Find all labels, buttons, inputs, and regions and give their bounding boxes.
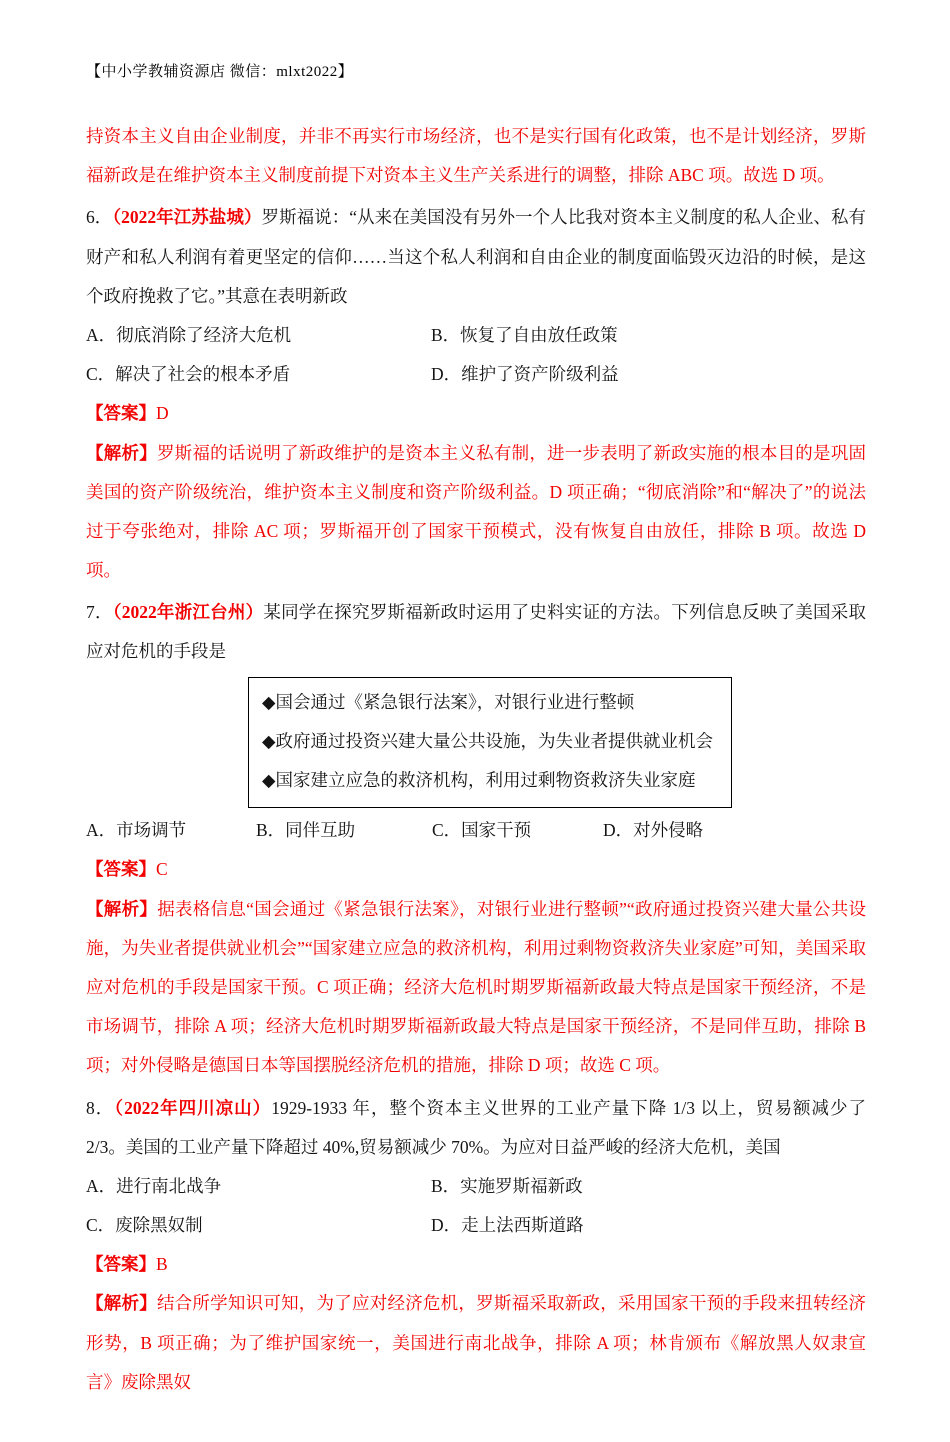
question-stem [86, 198, 866, 316]
answer-label: 【答案】 [86, 403, 156, 424]
analysis-label: 【解析】 [86, 1293, 157, 1314]
option-a: A．进行南北战争 [86, 1175, 222, 1196]
answer-line [86, 850, 866, 889]
option-d: D．走上法西斯道路 [431, 1215, 584, 1236]
answer-label: 【答案】 [86, 859, 156, 880]
option-b: B．实施罗斯福新政 [431, 1175, 583, 1196]
carryover-analysis-paragraph: 持资本主义自由企业制度，并非不再实行市场经济，也不是实行国有化政策，也不是计划经济，罗斯福新政是在维护资本主义制度前提下对资本主义生产关系进行的调整，排除 ABC 项。故选 D 项。 [86, 126, 866, 186]
options-grid [86, 1167, 866, 1245]
question-number: 6． [86, 207, 113, 228]
question-stem [86, 593, 866, 671]
option-b: B．同伴互助 [256, 820, 356, 841]
option-c: C．国家干预 [432, 820, 532, 841]
options-grid [86, 316, 866, 394]
question-source: （2022年江苏盐城） [112, 207, 262, 228]
question-source: （2022年浙江台州） [112, 602, 264, 623]
options-row [86, 811, 866, 850]
question-source: （2022年四川凉山） [114, 1097, 272, 1118]
question-number: 8． [86, 1097, 115, 1118]
answer-line [86, 1245, 866, 1284]
store-watermark-header: 【中小学教辅资源店 微信：mlxt2022】 [86, 64, 354, 80]
option-a: A．彻底消除了经济大危机 [86, 324, 292, 345]
question-stem-text: 1929-1933 年，整个资本主义世界的工业产量下降 1/3 以上，贸易额减少了 2/3。美国的工业产量下降超过 40%,贸易额减少 70%。为应对日益严峻的经济大危机，美国 [86, 1097, 867, 1157]
question-6 [86, 198, 866, 590]
question-8 [86, 1089, 866, 1403]
evidence-item-2: ◆政府通过投资兴建大量公共设施，为失业者提供就业机会 [262, 730, 713, 751]
evidence-item-3: ◆国家建立应急的救济机构，利用过剩物资救济失业家庭 [262, 770, 696, 790]
answer-label: 【答案】 [86, 1254, 156, 1275]
analysis-text: 据表格信息“国会通过《紧急银行法案》，对银行业进行整顿”“政府通过投资兴建大量公共设施，为失业者提供就业机会”“国家建立应急的救济机构，利用过剩物资救济失业家庭”可知，美国采取应对危机的手段是国家干预。C 项正确；经济大危机时期罗斯福新政最大特点是国家干预经济，不是市场调节，排除 A 项；经济大危机时期罗斯福新政最大特点是国家干预经济，不是同伴互助，排除 B 项；对外侵略是德国日本等国摆脱经济危机的措施，排除 D 项；故选 C 项。 [86, 898, 866, 1076]
answer-value: D [156, 403, 169, 424]
question-7 [86, 593, 866, 1085]
answer-value: C [156, 859, 168, 880]
analysis-paragraph [86, 890, 866, 1086]
option-c: C．废除黑奴制 [86, 1215, 203, 1236]
question-number: 7． [86, 602, 113, 623]
question-stem-text: 某同学在探究罗斯福新政时运用了史料实证的方法。下列信息反映了美国采取应对危机的手段是 [86, 602, 867, 662]
option-b: B．恢复了自由放任政策 [431, 324, 618, 345]
analysis-label: 【解析】 [86, 442, 157, 463]
analysis-paragraph [86, 1284, 866, 1402]
option-d: D．维护了资产阶级利益 [431, 364, 619, 385]
evidence-item-1: ◆国会通过《紧急银行法案》，对银行业进行整顿 [262, 691, 635, 712]
option-c: C．解决了社会的根本矛盾 [86, 364, 291, 385]
answer-line [86, 394, 866, 433]
option-a: A．市场调节 [86, 820, 187, 841]
evidence-box [248, 677, 732, 809]
question-stem [86, 1089, 866, 1167]
option-d: D．对外侵略 [603, 820, 704, 841]
answer-value: B [156, 1254, 168, 1275]
analysis-paragraph [86, 434, 866, 591]
analysis-text: 罗斯福的话说明了新政维护的是资本主义私有制，进一步表明了新政实施的根本目的是巩固美国的资产阶级统治，维护资本主义制度和资产阶级利益。D 项正确；“彻底消除”和“解决了”的说法过于夸张绝对，排除 AC 项；罗斯福开创了国家干预模式，没有恢复自由放任，排除 B 项。故选 D 项。 [86, 442, 867, 581]
analysis-text: 结合所学知识可知，为了应对经济危机，罗斯福采取新政，采用国家干预的手段来扭转经济形势，B 项正确；为了维护国家统一，美国进行南北战争，排除 A 项；林肯颁布《解放黑人奴隶宣言》废除黑奴 [86, 1293, 867, 1392]
question-stem-text: 罗斯福说：“从来在美国没有另外一个人比我对资本主义制度的私人企业、私有财产和私人利润有着更坚定的信仰……当这个私人利润和自由企业的制度面临毁灭边沿的时候，是这个政府挽救了它。”其意在表明新政 [86, 207, 867, 306]
analysis-label: 【解析】 [86, 898, 158, 919]
